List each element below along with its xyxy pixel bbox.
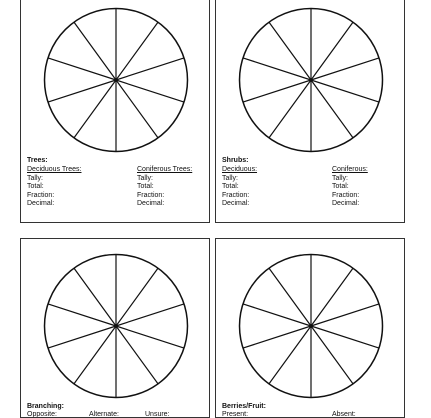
wheel-segment-line	[74, 326, 116, 384]
fraction-label: Fraction:	[137, 191, 165, 199]
total-label: Total:	[137, 183, 154, 191]
berries-fruit-card	[215, 238, 405, 418]
card-title: Berries/Fruit:	[222, 403, 266, 410]
deciduous-column	[222, 166, 257, 209]
pie-wheel	[238, 7, 384, 153]
column-heading: Alternate:	[89, 411, 119, 418]
total-label: Total:	[222, 183, 239, 191]
wheel-segment-line	[311, 326, 353, 384]
branching-card	[20, 238, 210, 418]
wheel-segment-line	[116, 268, 158, 326]
card-title: Shrubs:	[222, 157, 249, 164]
column-heading: Opposite:	[27, 411, 57, 418]
wheel-segment-line	[269, 268, 311, 326]
wheel-segment-line	[311, 326, 379, 348]
wheel-segment-line	[311, 80, 353, 138]
pie-wheel	[238, 253, 384, 399]
column-heading: Deciduous:	[222, 166, 258, 173]
decimal-label: Decimal:	[332, 200, 360, 208]
wheel-segment-line	[116, 80, 184, 102]
coniferous-column	[137, 166, 192, 209]
opposite-column	[27, 411, 57, 418]
alternate-column	[89, 411, 119, 418]
column-heading: Deciduous Trees:	[27, 166, 82, 173]
wheel-segment-line	[243, 58, 311, 80]
card-title: Branching:	[27, 403, 64, 410]
fraction-label: Fraction:	[332, 191, 360, 199]
column-heading: Unsure:	[145, 411, 170, 418]
wheel-segment-line	[243, 326, 311, 348]
tally-label: Tally:	[27, 174, 43, 182]
decimal-label: Decimal:	[27, 200, 55, 208]
wheel-segment-line	[48, 80, 116, 102]
column-heading: Absent:	[332, 411, 356, 418]
decimal-label: Decimal:	[222, 200, 250, 208]
wheel-segment-line	[311, 80, 379, 102]
wheel-segment-line	[116, 326, 184, 348]
fraction-label: Fraction:	[27, 191, 55, 199]
wheel-segment-line	[269, 22, 311, 80]
column-heading: Coniferous:	[332, 166, 368, 173]
total-label: Total:	[27, 183, 44, 191]
wheel-segment-line	[74, 80, 116, 138]
wheel-segment-line	[48, 304, 116, 326]
wheel-segment-line	[311, 268, 353, 326]
present-column	[222, 411, 248, 418]
tally-label: Tally:	[222, 174, 238, 182]
column-heading: Present:	[222, 411, 249, 418]
fraction-label: Fraction:	[222, 191, 250, 199]
wheel-segment-line	[269, 80, 311, 138]
wheel-segment-line	[243, 80, 311, 102]
wheel-segment-line	[116, 304, 184, 326]
card-title: Trees:	[27, 157, 48, 164]
shrubs-card	[215, 0, 405, 223]
wheel-segment-line	[311, 304, 379, 326]
wheel-segment-line	[48, 326, 116, 348]
wheel-segment-line	[116, 22, 158, 80]
decimal-label: Decimal:	[137, 200, 165, 208]
column-heading: Coniferous Trees:	[137, 166, 193, 173]
absent-column	[332, 411, 356, 418]
wheel-segment-line	[311, 58, 379, 80]
tally-label: Tally:	[332, 174, 348, 182]
pie-wheel	[43, 253, 189, 399]
wheel-segment-line	[74, 22, 116, 80]
wheel-segment-line	[243, 304, 311, 326]
unsure-column	[145, 411, 170, 418]
wheel-segment-line	[311, 22, 353, 80]
trees-card	[20, 0, 210, 223]
tally-label: Tally:	[137, 174, 153, 182]
total-label: Total:	[332, 183, 349, 191]
coniferous-column	[332, 166, 368, 209]
wheel-segment-line	[269, 326, 311, 384]
wheel-segment-line	[116, 80, 158, 138]
wheel-segment-line	[74, 268, 116, 326]
wheel-segment-line	[116, 58, 184, 80]
deciduous-column	[27, 166, 81, 209]
wheel-segment-line	[48, 58, 116, 80]
pie-wheel	[43, 7, 189, 153]
wheel-segment-line	[116, 326, 158, 384]
